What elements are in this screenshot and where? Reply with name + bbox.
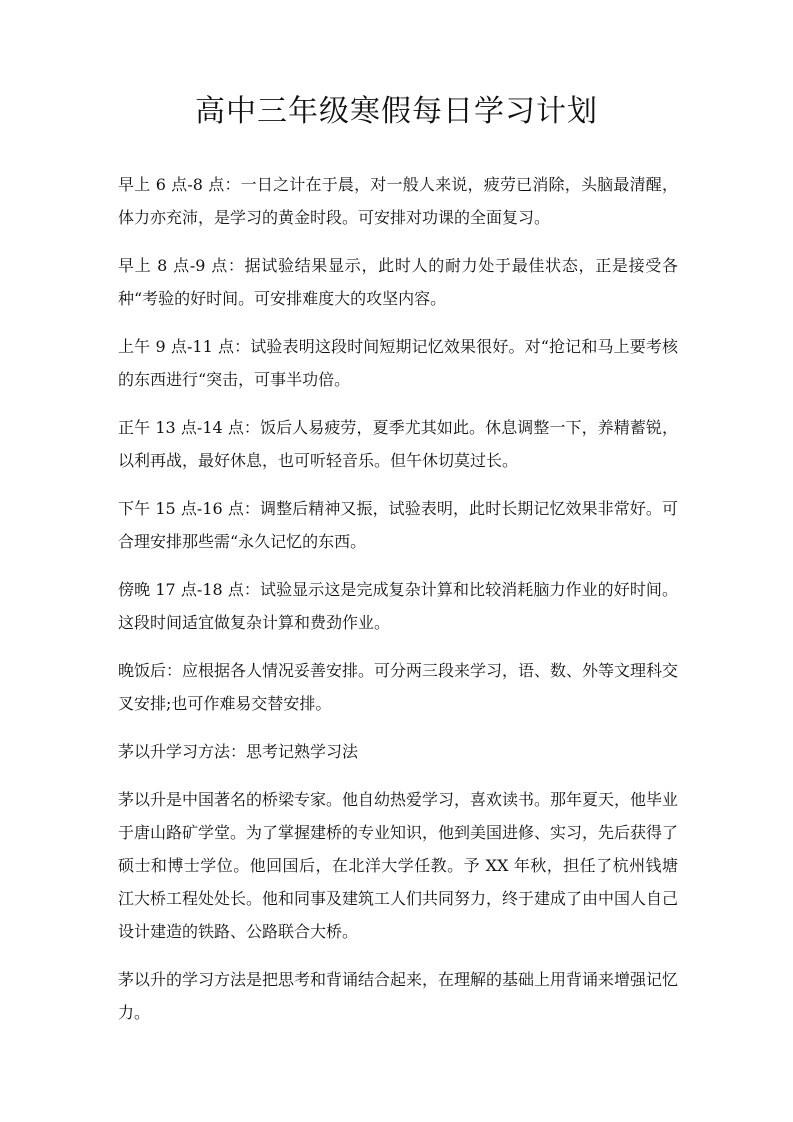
paragraph-schedule-15-16: 下午 15 点-16 点：调整后精神又振，试验表明，此时长期记忆效果非常好。可合理安排那些需“永久记忆的东西。: [118, 499, 678, 551]
paragraph-method-summary: 茅以升的学习方法是把思考和背诵结合起来，在理解的基础上用背诵来增强记忆力。: [118, 970, 679, 1022]
paragraph-schedule-6-8: 早上 6 点-8 点：一日之计在于晨，对一般人来说，疲劳已消除，头脑最清醒，体力亦充沛，是学习的黄金时段。可安排对功课的全面复习。: [118, 175, 678, 227]
paragraph-schedule-8-9: 早上 8 点-9 点：据试验结果显示，此时人的耐力处于最佳状态，正是接受各种“考验的好时间。可安排难度大的攻坚内容。: [118, 256, 678, 308]
paragraph-schedule-17-18: 傍晚 17 点-18 点：试验显示这是完成复杂计算和比较消耗脑力作业的好时间。这段时间适宜做复杂计算和费劲作业。: [118, 580, 678, 632]
paragraph-schedule-9-11: 上午 9 点-11 点：试验表明这段时间短期记忆效果很好。对“抢记和马上要考核的东西进行“突击，可事半功倍。: [118, 337, 678, 389]
document-title: 高中三年级寒假每日学习计划: [195, 94, 598, 129]
document-body: [118, 168, 678, 1044]
paragraph-schedule-13-14: 正午 13 点-14 点：饭后人易疲劳，夏季尤其如此。休息调整一下，养精蓄锐，以利再战，最好休息，也可听轻音乐。但午休切莫过长。: [118, 418, 678, 470]
paragraph-method-heading: 茅以升学习方法：思考记熟学习法: [118, 742, 359, 761]
paragraph-biography: 茅以升是中国著名的桥梁专家。他自幼热爱学习，喜欢读书。那年夏天，他毕业于唐山路矿学堂。为了掌握建桥的专业知识，他到美国进修、实习，先后获得了硕士和博士学位。他回国后，在北洋大学任教。予 XX 年秋，担任了杭州钱塘江大桥工程处处长。他和同事及建筑工人们共同努力，终于建成了由中国人自己设计建造的铁路、公路联合大桥。: [118, 790, 679, 941]
paragraph-after-dinner: 晚饭后：应根据各人情况妥善安排。可分两三段来学习，语、数、外等文理科交叉安排;也可作难易交替安排。: [118, 661, 679, 713]
